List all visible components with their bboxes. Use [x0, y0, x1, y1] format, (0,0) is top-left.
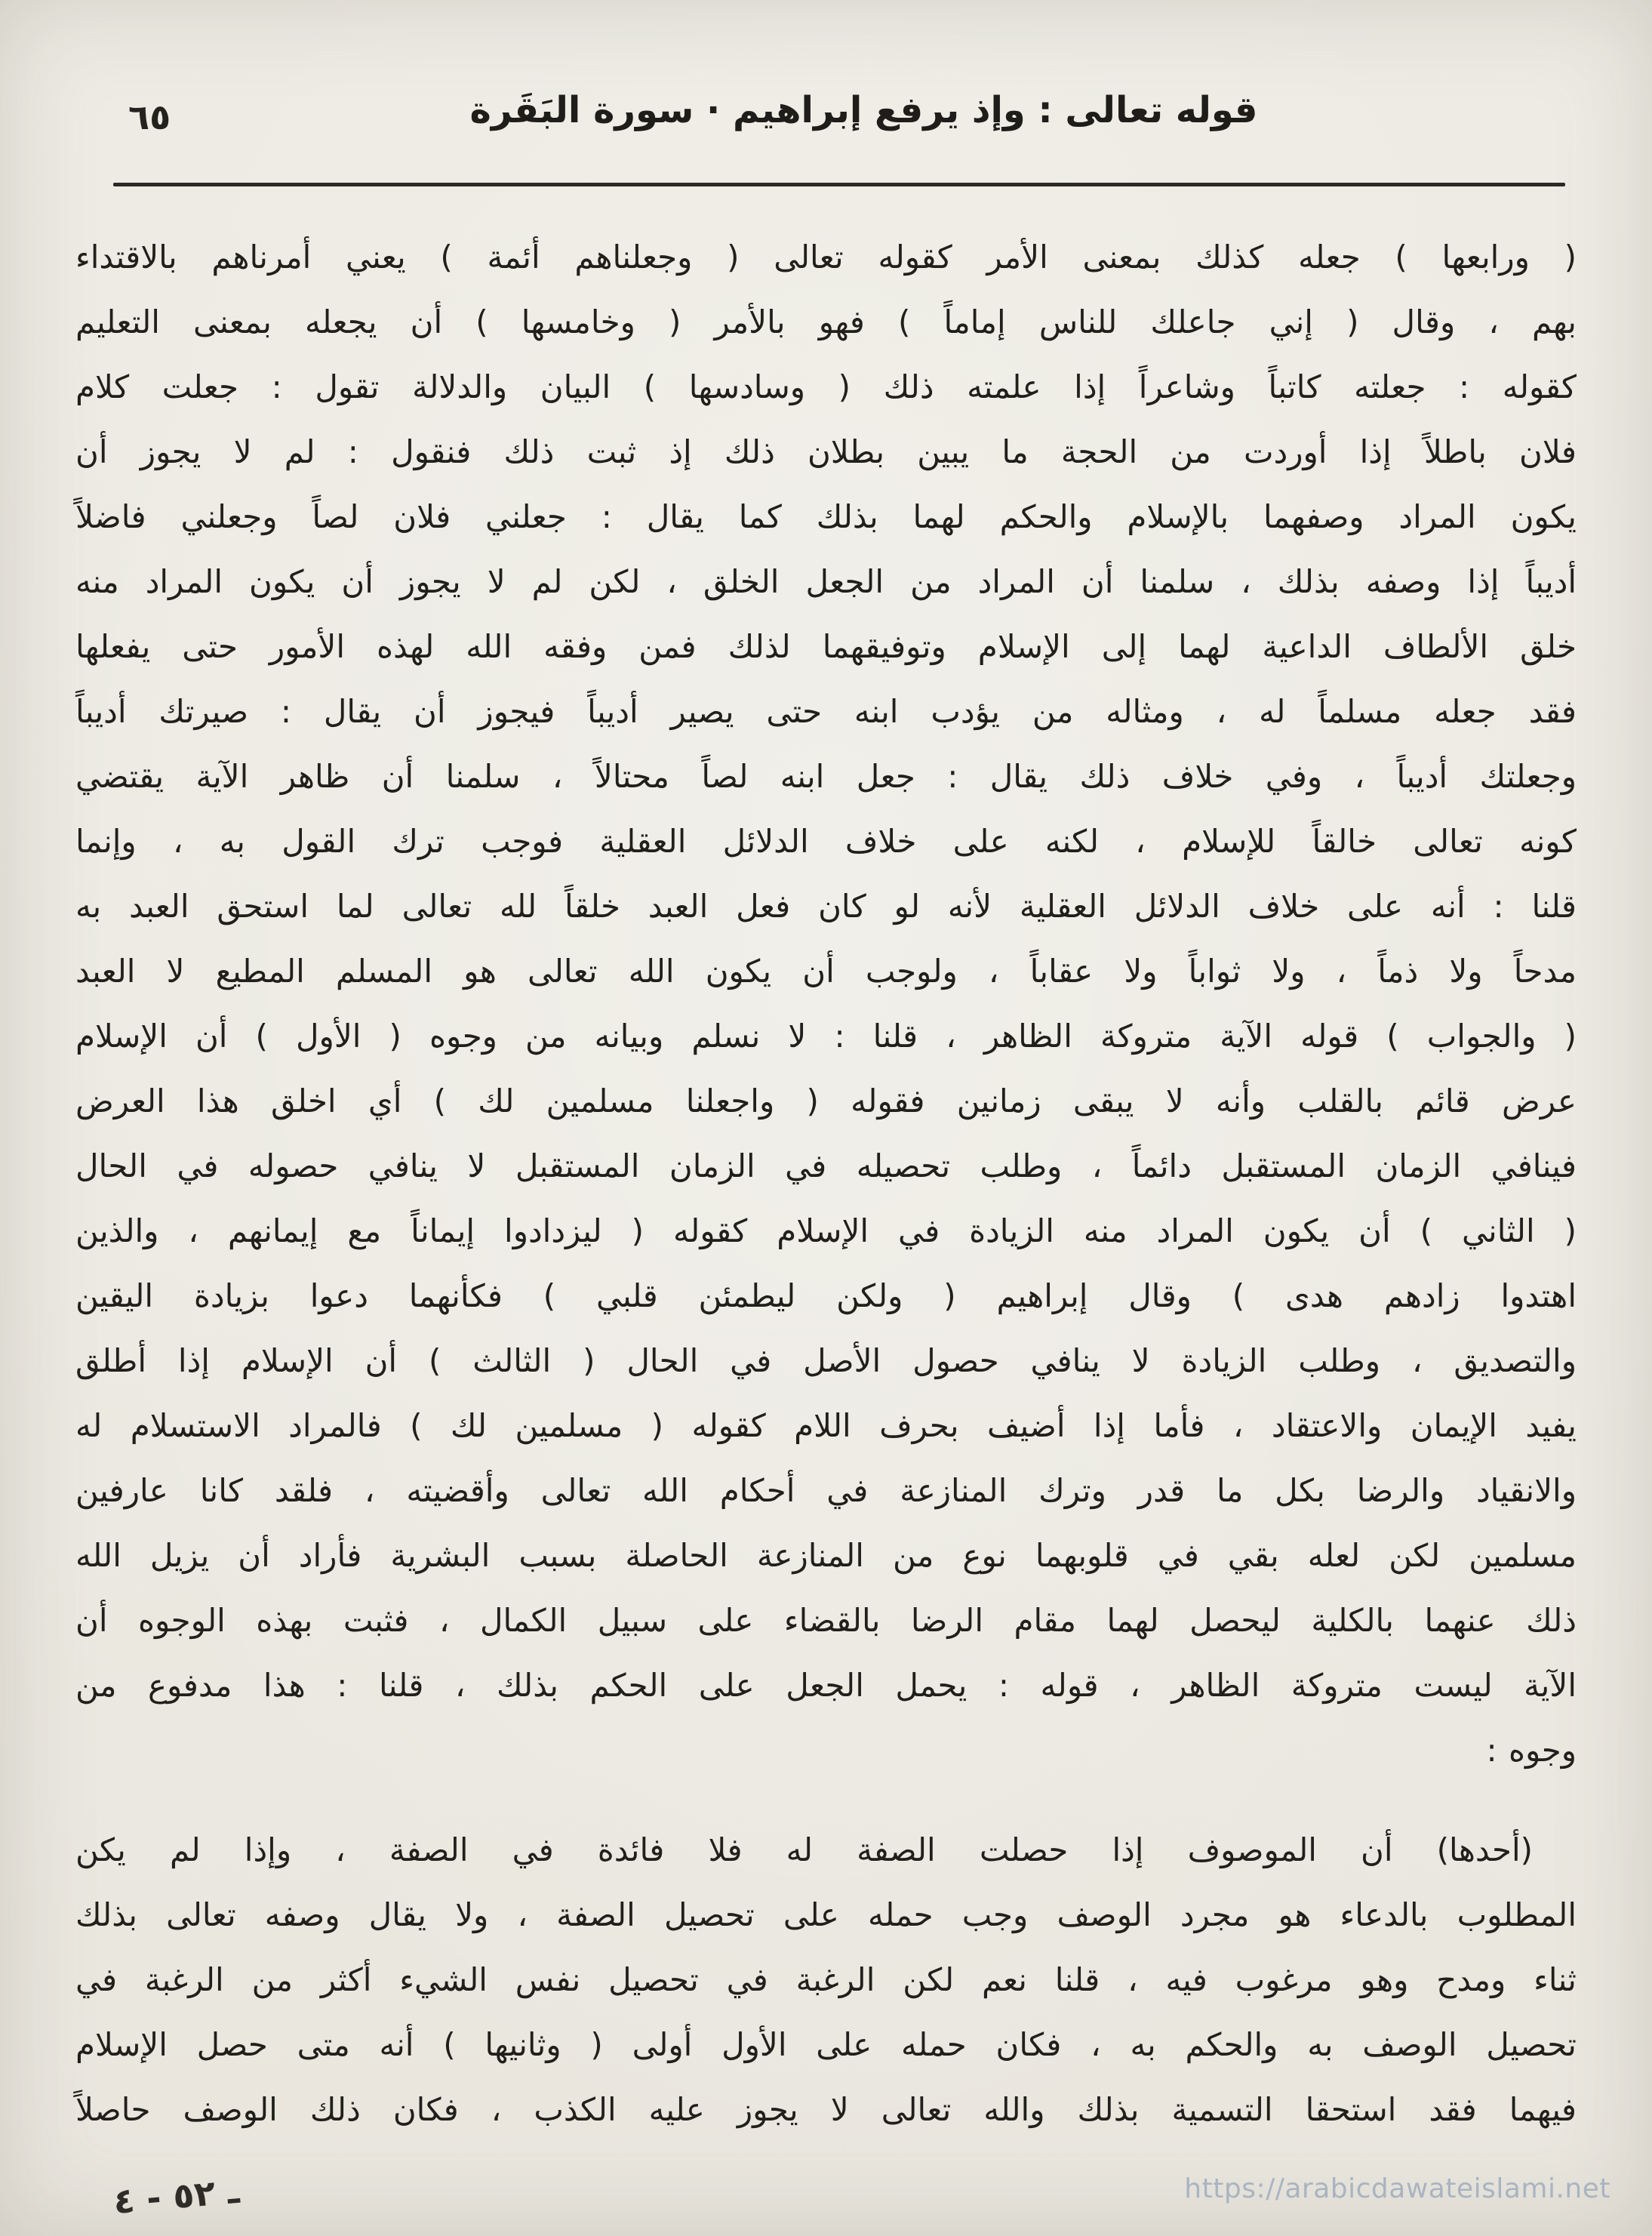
text-line: وجعلتك أديباً ، وفي خلاف ذلك يقال : جعل ابنه لصاً محتالاً ، سلمنا أن ظاهر الآية يقتضي	[75, 758, 1577, 795]
text-line: أديباً إذا وصفه بذلك ، سلمنا أن المراد من الجعل الخلق ، لكن لم لا يجوز أن يكون المراد منه	[75, 563, 1577, 600]
text-line: فقد جعله مسلماً له ، ومثاله من يؤدب ابنه حتى يصير أديباً فيجوز أن يقال : صيرتك أديباً	[75, 693, 1577, 730]
text-line: (أحدها) أن الموصوف إذا حصلت الصفة له فلا فائدة في الصفة ، وإذا لم يكن	[75, 1831, 1533, 1868]
text-line: ذلك عنهما بالكلية ليحصل لهما مقام الرضا بالقضاء على سبيل الكمال ، فثبت بهذه الوجوه أن	[75, 1602, 1577, 1639]
text-line: ( الثاني ) أن يكون المراد منه الزيادة في الإسلام كقوله ( ليزدادوا إيماناً مع إيمانهم ، والذين	[75, 1212, 1577, 1249]
text-line: مدحاً ولا ذماً ، ولا ثواباً ولا عقاباً ، ولوجب أن يكون الله تعالى هو المسلم المطيع لا العبد	[75, 953, 1577, 990]
watermark-url: https://arabicdawateislami.net	[1184, 2173, 1610, 2204]
text-line: يكون المراد وصفهما بالإسلام والحكم لهما بذلك كما يقال : جعلني فلان لصاً وجعلني فاضلاً	[75, 498, 1577, 535]
paragraph-2	[75, 1818, 1577, 2142]
text-line: قلنا : أنه على خلاف الدلائل العقلية لأنه لو كان فعل العبد خلقاً لله تعالى لما استحق العبد به	[75, 888, 1577, 925]
body-text	[75, 225, 1577, 2142]
text-line: ثناء ومدح وهو مرغوب فيه ، قلنا نعم لكن الرغبة في تحصيل نفس الشيء أكثر من الرغبة في	[75, 1961, 1577, 1998]
text-line: بهم ، وقال ( إني جاعلك للناس إماماً ) فهو بالأمر ( وخامسها ) أن يجعله بمعنى التعليم	[75, 303, 1577, 340]
text-line: عرض قائم بالقلب وأنه لا يبقى زمانين فقوله ( واجعلنا مسلمين لك ) أي اخلق هذا العرض	[75, 1083, 1577, 1120]
text-line: كونه تعالى خالقاً للإسلام ، لكنه على خلاف الدلائل العقلية فوجب ترك القول به ، وإنما	[75, 823, 1577, 860]
paragraph-1	[75, 225, 1577, 1783]
text-line: كقوله : جعلته كاتباً وشاعراً إذا علمته ذلك ( وسادسها ) البيان والدلالة تقول : جعلت كلام	[75, 368, 1577, 405]
page-header	[0, 89, 1652, 157]
signature-mark: ـ ٥٢ - ٤	[111, 2170, 241, 2222]
text-line: مسلمين لكن لعله بقي في قلوبهما نوع من المنازعة الحاصلة بسبب البشرية فأراد أن يزيل الله	[75, 1537, 1577, 1574]
text-line: خلق الألطاف الداعية لهما إلى الإسلام وتوفيقهما لذلك فمن وفقه الله لهذه الأمور حتى يفعلها	[75, 628, 1577, 665]
text-line: ( ورابعها ) جعله كذلك بمعنى الأمر كقوله تعالى ( وجعلناهم أئمة ) يعني أمرناهم بالاقتداء	[75, 239, 1577, 276]
text-line: فلان باطلاً إذا أوردت من الحجة ما يبين بطلان ذلك إذ ثبت ذلك فنقول : لم لا يجوز أن	[75, 433, 1577, 470]
text-line: ( والجواب ) قوله الآية متروكة الظاهر ، قلنا : لا نسلم وبيانه من وجوه ( الأول ) أن الإسلام	[75, 1018, 1577, 1055]
header-divider	[113, 183, 1565, 186]
text-line: فيهما فقد استحقا التسمية بذلك والله تعالى لا يجوز عليه الكذب ، فكان ذلك الوصف حاصلاً	[75, 2091, 1577, 2128]
text-line: والتصديق ، وطلب الزيادة لا ينافي حصول الأصل في الحال ( الثالث ) أن الإسلام إذا أطلق	[75, 1342, 1577, 1379]
text-line: اهتدوا زادهم هدى ) وقال إبراهيم ( ولكن ليطمئن قلبي ) فكأنهما دعوا بزيادة اليقين	[75, 1277, 1577, 1314]
text-line: والانقياد والرضا بكل ما قدر وترك المنازعة في أحكام الله تعالى وأقضيته ، فلقد كانا عارفين	[75, 1472, 1577, 1509]
text-line: المطلوب بالدعاء هو مجرد الوصف وجب حمله على تحصيل الصفة ، ولا يقال وصفه تعالى بذلك	[75, 1896, 1577, 1933]
text-line: الآية ليست متروكة الظاهر ، قوله : يحمل الجعل على الحكم بذلك ، قلنا : هذا مدفوع من	[75, 1667, 1577, 1704]
text-line: فينافي الزمان المستقبل دائماً ، وطلب تحصيله في الزمان المستقبل لا ينافي حصوله في الحال	[75, 1147, 1577, 1184]
text-line: يفيد الإيمان والاعتقاد ، فأما إذا أضيف بحرف اللام كقوله ( مسلمين لك ) فالمراد الاستسلام له	[75, 1407, 1577, 1444]
page-number: ٦٥	[128, 97, 171, 137]
text-line: تحصيل الوصف به والحكم به ، فكان حمله على الأول أولى ( وثانيها ) أنه متى حصل الإسلام	[75, 2026, 1577, 2063]
page-title: قوله تعالى : وإذ يرفع إبراهيم · سورة البَقَرة	[469, 89, 1258, 131]
text-line: وجوه :	[1486, 1732, 1577, 1769]
